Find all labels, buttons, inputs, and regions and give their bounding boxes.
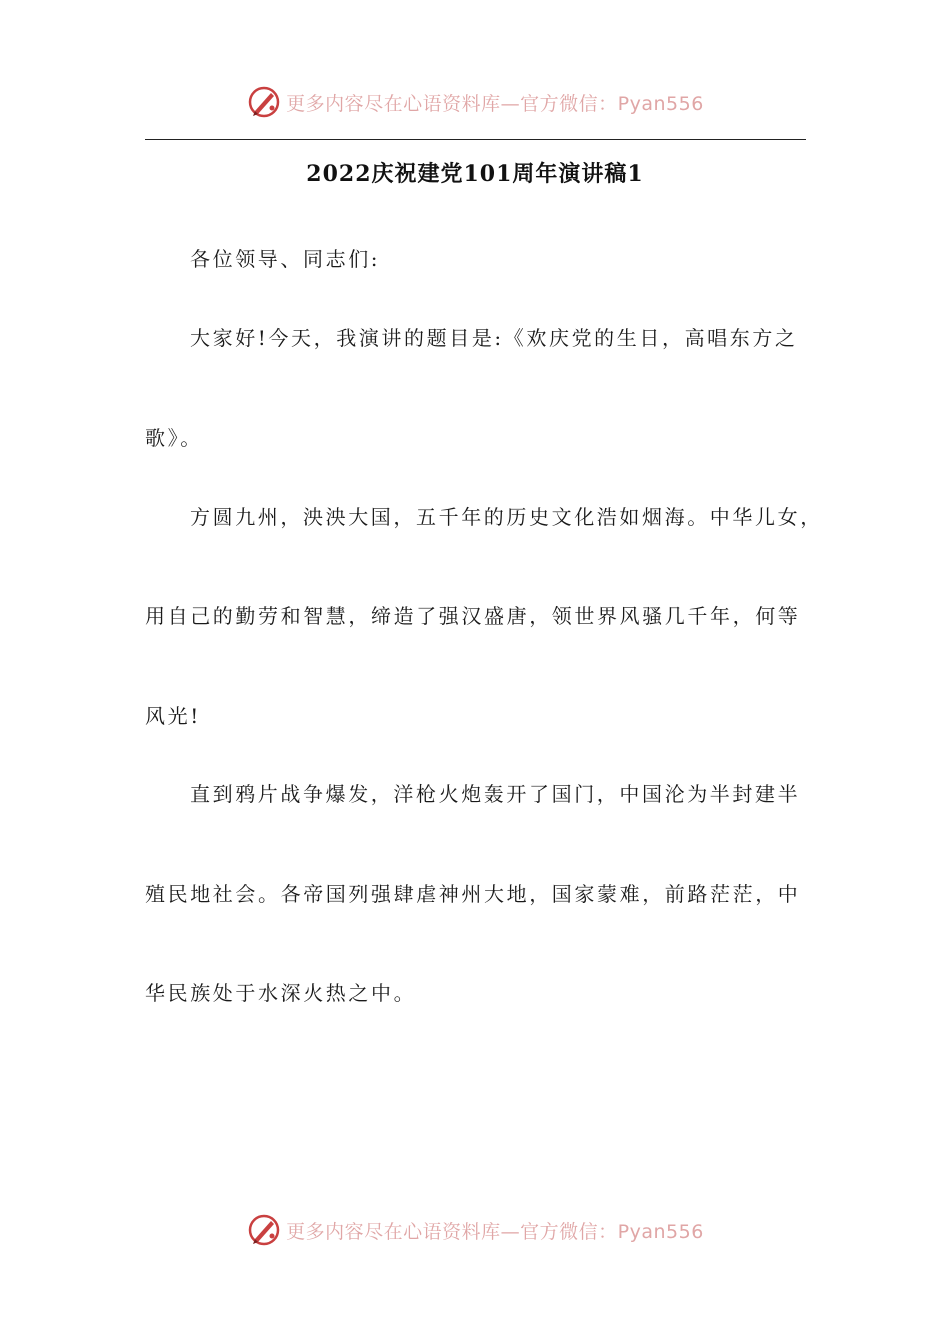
paragraph-line: 殖民地社会。各帝国列强肆虐神州大地，国家蒙难，前路茫茫，中 [145, 882, 801, 906]
paragraph-line: 各位领导、同志们: [190, 247, 381, 271]
header-divider [145, 139, 806, 140]
paragraph-line: 华民族处于水深火热之中。 [145, 981, 417, 1005]
document-title: 2022庆祝建党101周年演讲稿1 [306, 161, 644, 187]
footer-banner [0, 1208, 950, 1252]
paragraph-line: 直到鸦片战争爆发，洋枪火炮轰开了国门，中国沦为半封建半 [190, 782, 801, 806]
header-wechat-id: Pyan556 [617, 92, 704, 115]
pen-logo-icon [246, 1212, 282, 1248]
pen-logo-icon [246, 84, 282, 120]
paragraph-line: 大家好!今天，我演讲的题目是:《欢庆党的生日，高唱东方之 [190, 326, 798, 350]
paragraph-line: 风光! [145, 704, 201, 728]
header-banner-text: 更多内容尽在心语资料库—官方微信：Pyan556 [286, 92, 704, 115]
footer-wechat-id: Pyan556 [617, 1220, 704, 1243]
paragraph-line: 歌》。 [145, 426, 203, 450]
paragraph-line: 方圆九州，泱泱大国，五千年的历史文化浩如烟海。中华儿女， [190, 505, 823, 529]
footer-banner-text: 更多内容尽在心语资料库—官方微信：Pyan556 [286, 1220, 704, 1243]
header-banner [0, 80, 950, 124]
paragraph-line: 用自己的勤劳和智慧，缔造了强汉盛唐，领世界风骚几千年，何等 [145, 604, 801, 628]
